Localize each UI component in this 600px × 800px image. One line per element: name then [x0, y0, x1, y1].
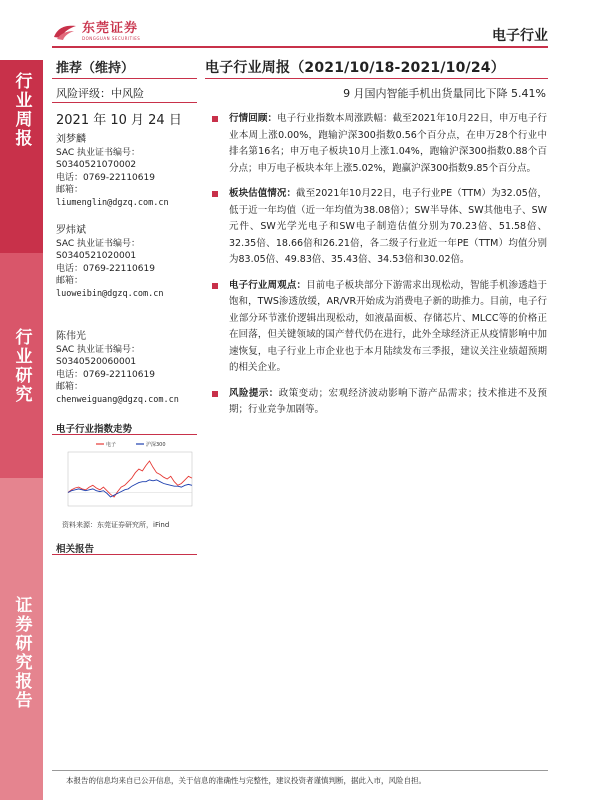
- logo-icon: [52, 23, 78, 41]
- analyst-name: 罗炜斌: [56, 225, 86, 236]
- sidebar-label-securities: 证券研究报告: [11, 596, 32, 710]
- analyst-name: 陈伟光: [56, 331, 86, 342]
- bullet-market-review: [212, 111, 547, 177]
- left-sidebar: [0, 0, 43, 800]
- disclaimer: 本报告的信息均来自已公开信息，关于信息的准确性与完整性，建议投资者谨慎判断，据此入市，风险自担。: [66, 776, 426, 785]
- bullet-risk: [212, 386, 547, 419]
- bullet-text: 政策变动；宏观经济波动影响下游产品需求；技术推进不及预期；行业竞争加剧等。: [229, 387, 547, 415]
- sidebar-block-research: [0, 253, 43, 478]
- chart-title: 电子行业指数走势: [56, 424, 133, 435]
- chart-legend-label-1: 沪深300: [146, 442, 166, 448]
- summary-bullets: [212, 111, 547, 428]
- analyst-cert: S0340521070002: [56, 160, 137, 170]
- bullet-text: 截至2021年10月22日，电子行业PE（TTM）为32.05倍，低于近一年均值（近一年均值为38.08倍）；SW半导体、SW其他电子、SW元件、SW光学光电子和SW电子制造估值分别为70.23倍、51.58倍、32.35倍、18.66倍和26.21倍，各二级子行业近一年PE（TTM）均值分别为83.05倍、49.83倍、35.43倍、34.53倍和30.02倍。: [229, 188, 547, 265]
- bullet-weekly-view: [212, 278, 547, 377]
- analyst-phone: 电话：0769-22110619: [56, 263, 155, 274]
- chart-plot-frame: [68, 452, 192, 506]
- chart-svg: [56, 438, 196, 516]
- bullet-heading: 板块估值情况：: [229, 188, 297, 199]
- analyst-card: [56, 134, 169, 209]
- chart-legend-label-0: 电子: [106, 442, 117, 448]
- analyst-cert: S0340521020001: [56, 251, 137, 261]
- analyst-email-label: 邮箱：: [56, 276, 84, 286]
- analyst-phone: 电话：0769-22110619: [56, 369, 155, 380]
- industry-label: 电子行业: [492, 28, 548, 44]
- related-reports-heading: 相关报告: [56, 544, 95, 555]
- analyst-name: 刘梦麟: [56, 134, 86, 145]
- report-date: 2021 年 10 月 24 日: [56, 113, 182, 128]
- analyst-email[interactable]: liumenglin@dgzq.com.cn: [56, 197, 169, 208]
- report-subtitle: 9 月国内智能手机出货量同比下降 5.41%: [343, 87, 546, 100]
- bullet-heading: 电子行业周观点：: [229, 279, 307, 291]
- analyst-email-label: 邮箱：: [56, 185, 84, 195]
- logo-name-en: DONGGUAN SECURITIES: [82, 36, 141, 41]
- bullet-valuation: [212, 186, 547, 269]
- bullet-text: 目前电子板块部分下游需求出现松动，智能手机渗透趋于饱和，TWS渗透放缓，AR/VR开始成为消费电子新的助推力。目前，电子行业部分环节涨价逻辑出现松动，如液晶面板、存储芯片、MLCC等的价格正在回落，但关键领域的国产替代仍在进行，此外全球经济正从疫情影响中加速恢复，电子行业上市企业也于本月陆续发布三季报，建议关注业绩超预期的相关企业。: [229, 279, 547, 373]
- chart-series-line-1: [68, 480, 192, 497]
- divider: [52, 554, 197, 555]
- logo-name-cn: 东莞证券: [82, 21, 139, 36]
- analyst-cert-label: SAC 执业证书编号：: [56, 344, 141, 355]
- header-divider: [52, 46, 548, 48]
- report-title: 电子行业周报（2021/10/18-2021/10/24）: [205, 60, 505, 76]
- divider: [52, 102, 197, 103]
- sidebar-block-securities: [0, 478, 43, 800]
- divider: [52, 434, 197, 435]
- analyst-card: [56, 331, 179, 406]
- bullet-square-icon: [212, 391, 218, 397]
- divider: [52, 78, 197, 79]
- bullet-heading: 行情回顾：: [229, 113, 278, 124]
- bullet-square-icon: [212, 191, 218, 197]
- bullet-heading: 风险提示：: [229, 387, 279, 399]
- rating: 推荐（维持）: [56, 61, 135, 76]
- sidebar-label-weekly: 行业周报: [11, 72, 32, 148]
- sidebar-label-research: 行业研究: [11, 328, 32, 404]
- sidebar-block-weekly: [0, 60, 43, 253]
- bullet-square-icon: [212, 116, 218, 122]
- analyst-cert-label: SAC 执业证书编号：: [56, 238, 141, 249]
- analyst-cert: S0340520060001: [56, 357, 137, 367]
- analyst-email[interactable]: chenweiguang@dgzq.com.cn: [56, 394, 179, 405]
- footer-divider: [52, 770, 548, 771]
- analyst-card: [56, 225, 163, 300]
- analyst-cert-label: SAC 执业证书编号：: [56, 147, 141, 158]
- chart-series-line-0: [68, 461, 192, 497]
- chart-source: 资料来源：东莞证券研究所，iFind: [62, 521, 170, 529]
- risk-rating: 风险评级：中风险: [56, 87, 144, 100]
- company-logo: [52, 22, 140, 41]
- bullet-square-icon: [212, 283, 218, 289]
- analyst-phone: 电话：0769-22110619: [56, 172, 155, 183]
- index-chart: [56, 438, 196, 516]
- divider: [205, 78, 548, 79]
- bullet-text: 电子行业指数本周涨跌幅：截至2021年10月22日，申万电子行业本周上涨0.00%，跑输沪深300指数0.56个百分点，在申万28个行业中排名第16名；申万电子板块10月上涨1.04%，跑输沪深300指数0.88个百分点；申万电子板块本年上涨5.02%，跑赢沪深300指数9.85个百分点。: [229, 113, 547, 174]
- analyst-email-label: 邮箱：: [56, 382, 84, 392]
- analyst-email[interactable]: luoweibin@dgzq.com.cn: [56, 288, 164, 299]
